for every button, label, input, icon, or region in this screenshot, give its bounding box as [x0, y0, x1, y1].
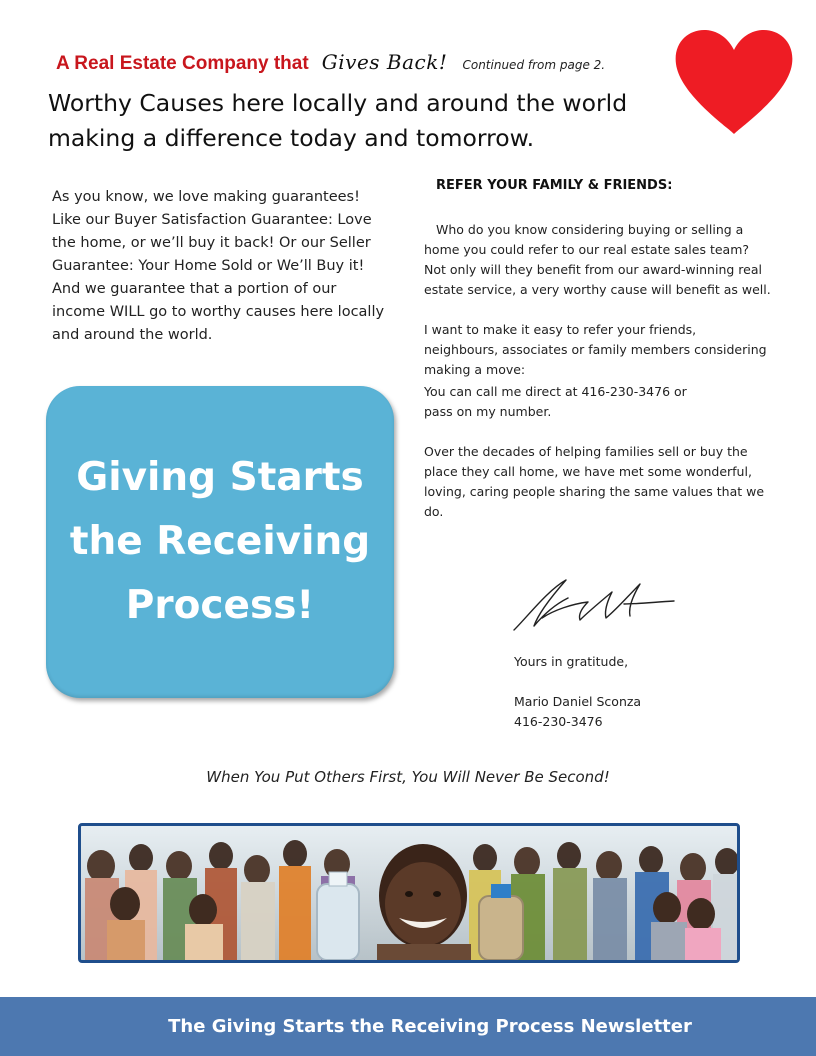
refer-paragraph-3-line-2: pass on my number.: [424, 404, 552, 419]
footer-bar: [0, 997, 816, 1056]
signature: [508, 568, 678, 640]
children-photo: [78, 823, 740, 963]
refer-paragraph-3-line-1: You can call me direct at 416-230-3476 or: [424, 384, 687, 399]
signer-name: Mario Daniel Sconza: [514, 694, 642, 709]
refer-paragraph-1: Who do you know considering buying or selling a home you could refer to our real estate sales team? Not only will they benefit from our award-winning real estate service, a very worthy cause will benefit as well.: [424, 222, 771, 297]
callout-box: [46, 386, 394, 698]
refer-heading: REFER YOUR FAMILY & FRIENDS:: [436, 178, 673, 193]
photo-illustration: [81, 826, 737, 960]
company-tagline: Gives Back!: [321, 50, 448, 74]
refer-paragraph-2: I want to make it easy to refer your friends, neighbours, associates or family members considering making a move:: [424, 322, 767, 377]
signer-phone: 416-230-3476: [514, 714, 603, 729]
heart-icon: [674, 28, 794, 138]
headline: Worthy Causes here locally and around the world making a difference today and tomorrow.: [48, 89, 628, 152]
closing-spacer: [514, 672, 641, 692]
intro-paragraph: As you know, we love making guarantees! Like our Buyer Satisfaction Guarantee: Love the home, or we’ll buy it back! Or our Seller Guarantee: Your Home Sold or We’ll Buy it! And we guarantee that a portion of our income WILL go to worthy causes here locally and around the world.: [52, 189, 385, 343]
closing-block: [514, 652, 641, 732]
salutation: Yours in gratitude,: [514, 654, 629, 669]
quote: When You Put Others First, You Will Never Be Second!: [206, 768, 610, 786]
refer-paragraph-4: Over the decades of helping families sell or buy the place they call home, we have met some wonderful, loving, caring people sharing the same values that we do.: [424, 444, 765, 519]
company-name: A Real Estate Company that: [56, 53, 309, 74]
callout-text: Giving Starts the Receiving Process!: [69, 455, 371, 628]
page-header: [56, 50, 605, 78]
footer-title: The Giving Starts the Receiving Process Newsletter: [168, 1016, 692, 1037]
continued-note: Continued from page 2.: [462, 58, 606, 72]
refer-section: [424, 176, 774, 522]
